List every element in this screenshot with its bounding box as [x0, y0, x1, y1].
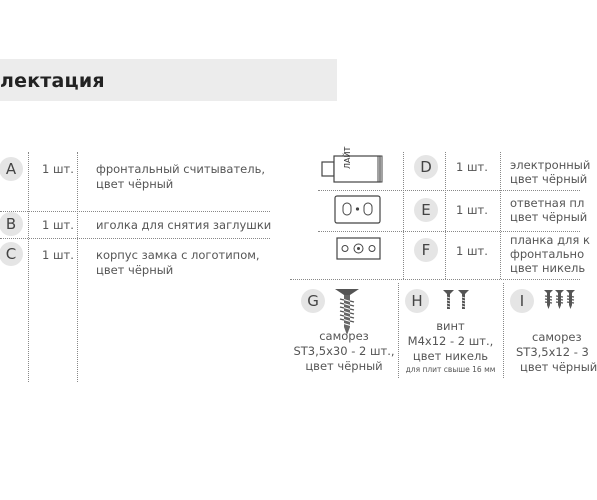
item-letter-f: F — [414, 238, 438, 262]
item-desc-a-line2: цвет чёрный — [96, 177, 174, 191]
item-letter-d: D — [414, 155, 438, 179]
mounting-plate-image — [336, 237, 382, 261]
item-letter-h: H — [405, 289, 429, 313]
item-desc-d-line2: цвет чёрный — [510, 172, 588, 186]
electronic-lock-image — [322, 146, 384, 188]
item-qty-c: 1 шт. — [42, 248, 74, 262]
item-desc-c-line1: корпус замка с логотипом, — [96, 248, 260, 262]
strike-plate-image — [334, 195, 382, 225]
item-qty-f: 1 шт. — [456, 244, 488, 258]
item-letter-c: C — [0, 242, 23, 266]
item-desc-b-line1: иголка для снятия заглушки — [96, 218, 272, 232]
item-letter-a: A — [0, 157, 23, 181]
device-label: ЛАЙТ — [343, 146, 352, 169]
item-qty-b: 1 шт. — [42, 218, 74, 232]
row-divider — [0, 238, 270, 239]
item-qty-d: 1 шт. — [456, 160, 488, 174]
column-divider — [445, 152, 446, 279]
item-letter-i: I — [510, 289, 534, 313]
row-divider — [318, 231, 580, 232]
item-desc-e-line1: ответная пл — [510, 196, 585, 210]
item-desc-c-line2: цвет чёрный — [96, 263, 174, 277]
column-divider — [503, 283, 504, 378]
screw-h-line3: цвет никель — [412, 349, 489, 363]
column-divider — [77, 152, 78, 382]
screw-h-line1: винт — [436, 319, 465, 333]
screw-g-line1: саморез — [319, 329, 369, 343]
short-screws-icon — [544, 289, 584, 311]
screw-g-line2: ST3,5x30 - 2 шт., — [293, 344, 395, 358]
column-divider — [28, 152, 29, 382]
item-desc-f-line3: цвет никель — [510, 261, 586, 275]
screw-h-line2: M4x12 - 2 шт., — [407, 334, 494, 348]
machine-screw-icon — [443, 289, 471, 311]
row-divider — [290, 279, 580, 280]
section-title: лектация — [0, 70, 105, 92]
item-desc-a-line1: фронтальный считыватель, — [96, 162, 266, 176]
item-qty-e: 1 шт. — [456, 203, 488, 217]
item-desc-d-line1: электронный — [510, 158, 591, 172]
item-desc-f-line2: фронтально — [510, 247, 585, 261]
item-desc-e-line2: цвет чёрный — [510, 210, 588, 224]
item-desc-f-line1: планка для к — [510, 233, 590, 247]
item-letter-e: E — [414, 198, 438, 222]
screw-i-line1: саморез — [532, 330, 582, 344]
item-qty-a: 1 шт. — [42, 162, 74, 176]
column-divider — [500, 152, 501, 279]
screw-i-line2: ST3,5x12 - 3 — [516, 345, 589, 359]
column-divider — [403, 152, 404, 279]
row-divider — [0, 211, 270, 212]
row-divider — [318, 190, 580, 191]
screw-i-line3: цвет чёрный — [520, 360, 597, 374]
screw-g-line3: цвет чёрный — [305, 359, 383, 373]
item-letter-g: G — [301, 289, 325, 313]
screw-h-note: для плит свыше 16 мм — [405, 365, 496, 374]
item-letter-b: B — [0, 212, 23, 236]
